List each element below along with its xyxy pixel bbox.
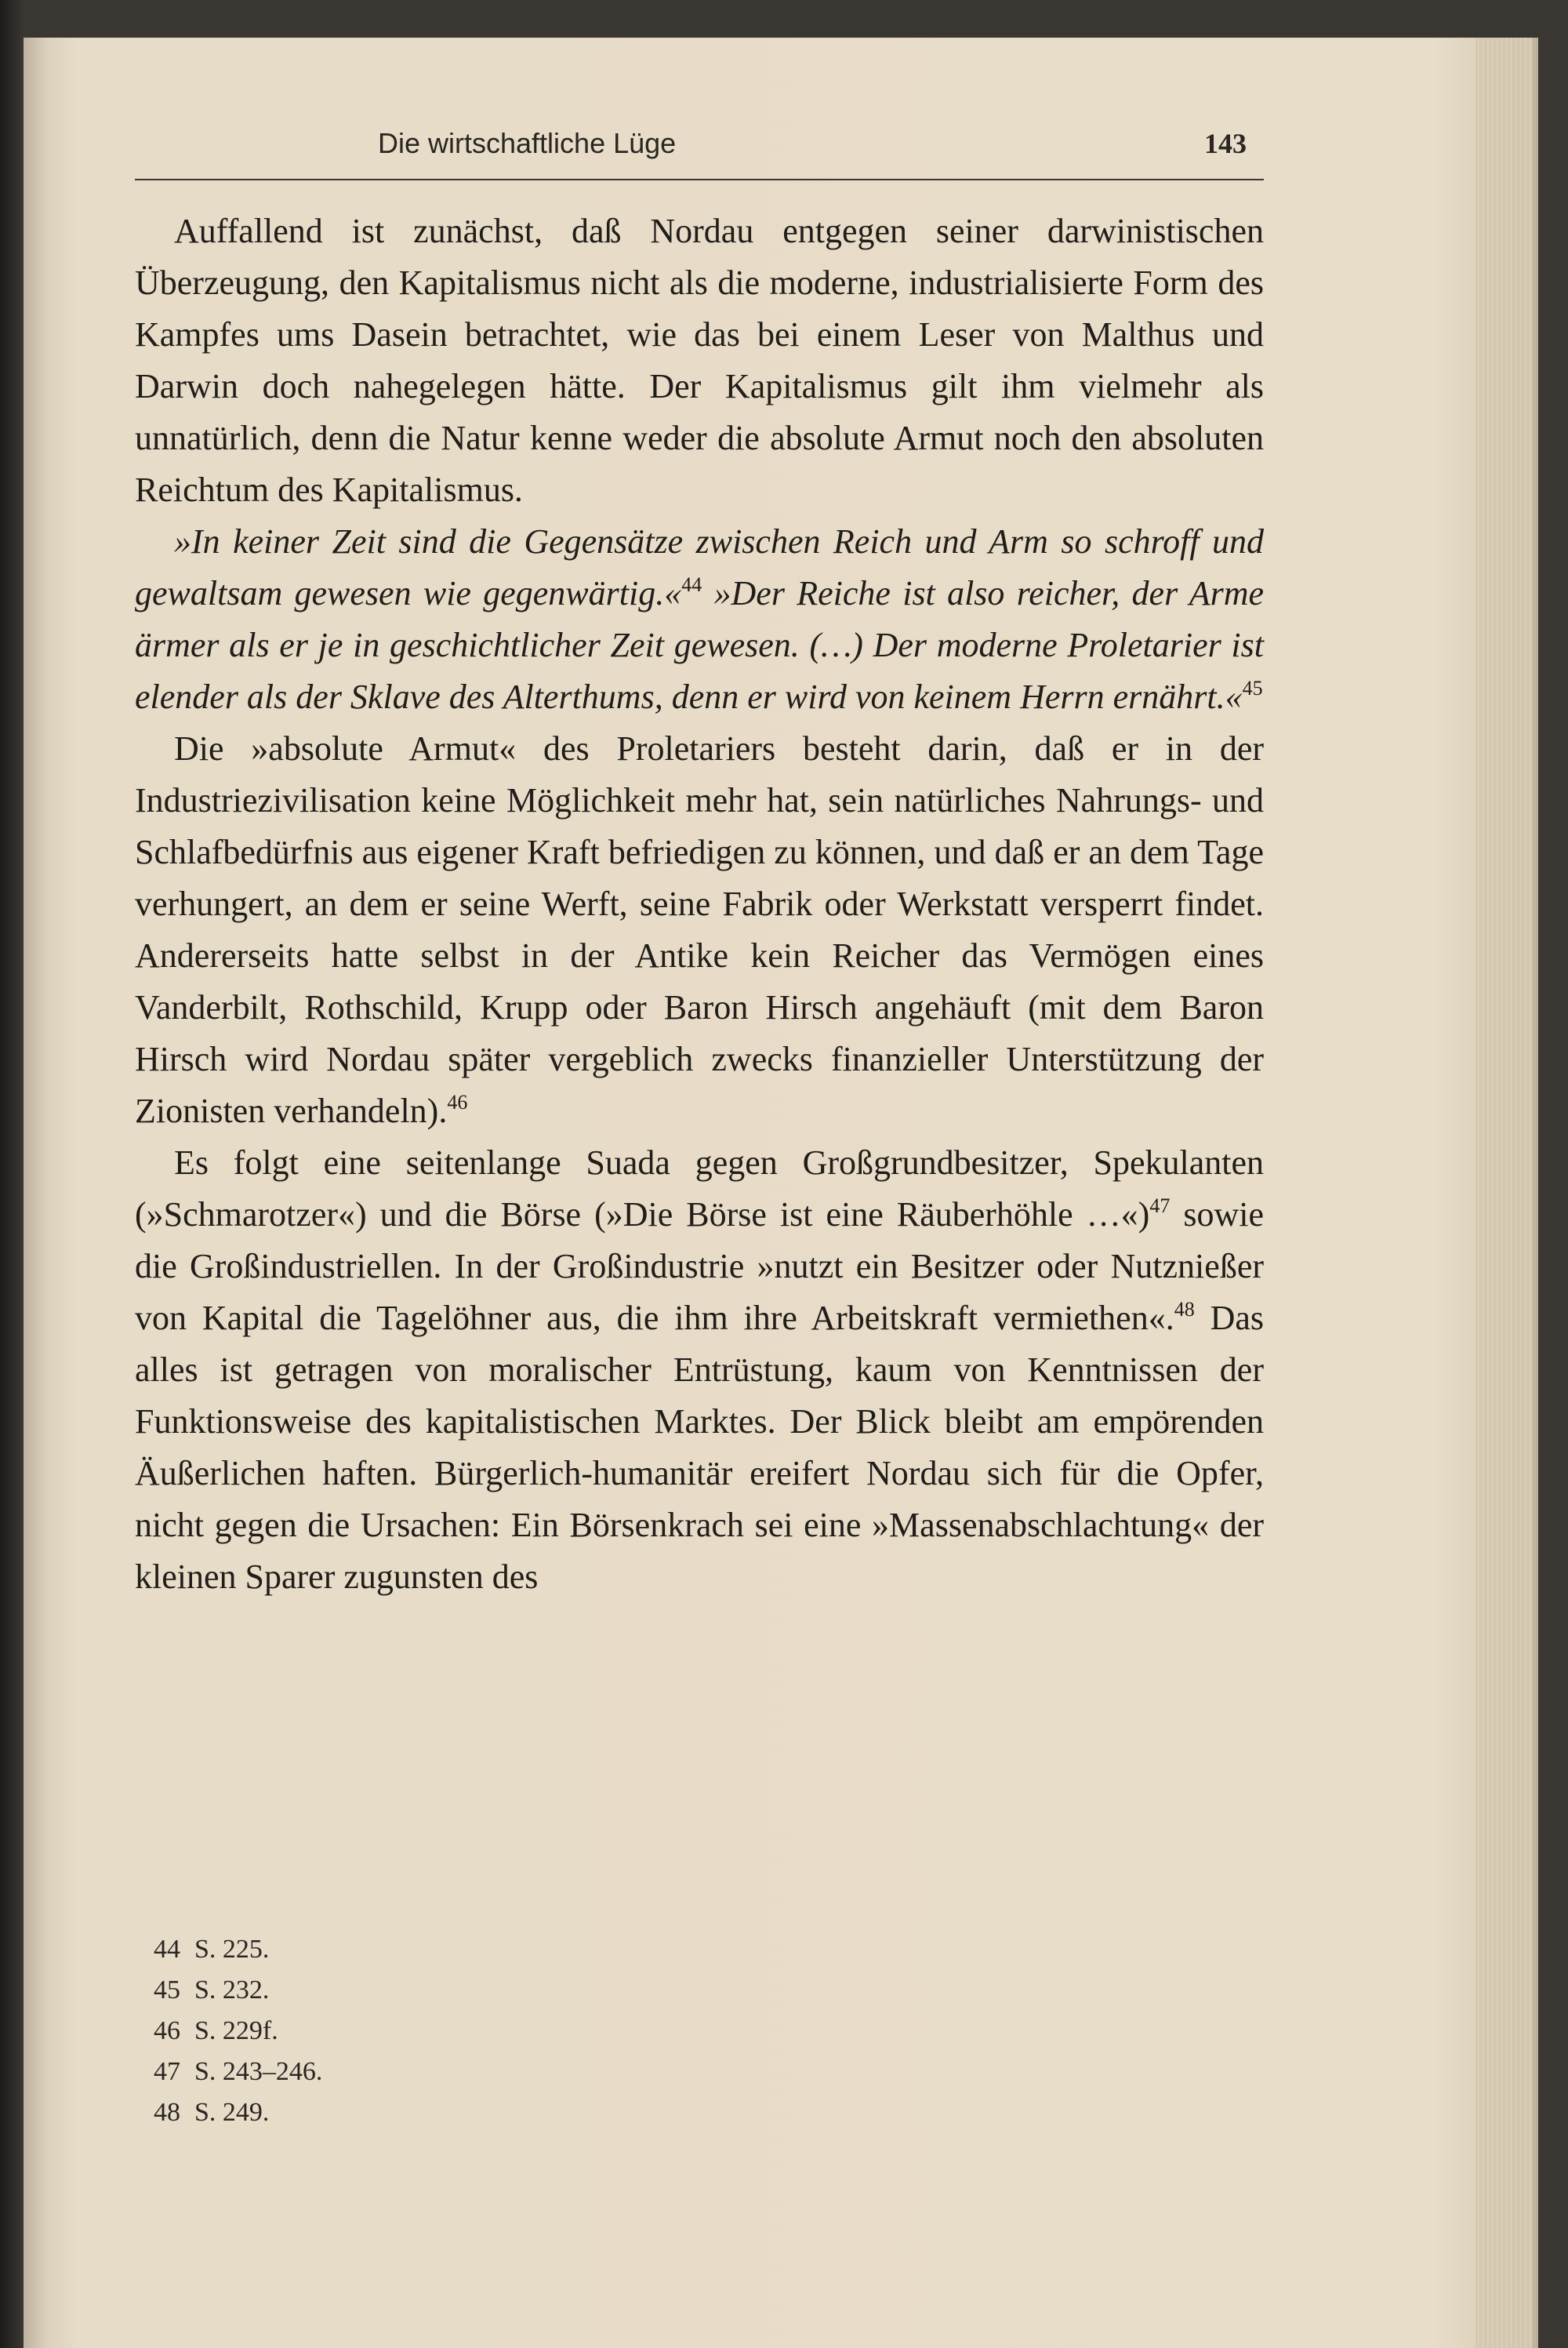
- footnote: 48 S. 249.: [154, 2098, 270, 2127]
- footnote: 44 S. 225.: [154, 1935, 270, 1964]
- running-head: Die wirtschaftliche Lüge: [378, 127, 677, 159]
- footnote-ref-46: 46: [447, 1091, 468, 1114]
- paragraph-quote: »In keiner Zeit sind die Gegensätze zwischen Reich und Arm so schroff und gewaltsam gewesen wie gegenwärtig.«$^{44}$ »Der Reiche ist also reicher, der Arme ärmer als er je in geschichtlicher Zeit gewesen. (…) Der moderne Proletarier ist elender als der Sklave des Alterthums, denn er wird von keinem Herrn ernährt.«$^{45}$: [135, 522, 1264, 716]
- paragraph-3: Die »absolute Armut« des Proletariers besteht darin, daß er in der Industriezivilisation keine Möglichkeit mehr hat, sein natürliches Nahrungs- und Schlafbedürfnis aus eigener Kraft befriedigen zu können, und daß er an dem Tage verhungert, an dem er seine Werft, seine Fabrik oder Werkstatt versperrt findet. Andererseits hatte selbst in der Antike kein Reicher das Vermögen eines Vanderbilt, Rothschild, Krupp oder Baron Hirsch angehäuft (mit dem Baron Hirsch wird Nordau später vergeblich zwecks finanzieller Unterstützung der Zionisten verhandeln).$^{46}$: [135, 729, 1264, 1130]
- page-number: 143: [1204, 128, 1247, 159]
- footnote: 45 S. 232.: [154, 1975, 270, 2005]
- footnote-ref-44: 44: [681, 573, 702, 596]
- footnote: 47 S. 243–246.: [154, 2057, 323, 2086]
- page-header: [135, 127, 1264, 174]
- page-fore-edge: [1475, 38, 1538, 2348]
- footnote-ref-45: 45: [1242, 677, 1263, 700]
- paragraph-1: Auffallend ist zunächst, daß Nordau entgegen seiner darwinistischen Überzeugung, den Kapitalismus nicht als die moderne, industrialisierte Form des Kampfes ums Dasein betrachtet, wie das bei einem Leser von Malthus und Darwin doch nahegelegen hätte. Der Kapitalismus gilt ihm vielmehr als unnatürlich, denn die Natur kenne weder die absolute Armut noch den absoluten Reichtum des Kapitalismus.: [135, 212, 1264, 509]
- footnote: 46 S. 229f.: [154, 2016, 278, 2045]
- footnote-ref-47: 47: [1149, 1194, 1171, 1217]
- paragraph-4: Es folgt eine seitenlange Suada gegen Großgrundbesitzer, Spekulanten (»Schmarotzer«) und die Börse (»Die Börse ist eine Räuberhöhle …«)$^{47}$ sowie die Großindustriellen. In der Großindustrie »nutzt ein Besitzer oder Nutznießer von Kapital die Tagelöhner aus, die ihm ihre Arbeitskraft vermiethen«.$^{48}$ Das alles ist getragen von moralischer Entrüstung, kaum von Kenntnissen der Funktionsweise des kapitalistischen Marktes. Der Blick bleibt am empörenden Äußerlichen haften. Bürgerlich-humanitär ereifert Nordau sich für die Opfer, nicht gegen die Ursachen: Ein Börsenkrach sei eine »Massenabschlachtung« der kleinen Sparer zugunsten des: [135, 1143, 1264, 1596]
- header-rule: [135, 179, 1264, 180]
- footnotes: [154, 1929, 859, 2133]
- gutter-shadow: [0, 0, 24, 2348]
- footnote-ref-48: 48: [1174, 1298, 1195, 1321]
- body-text: [135, 205, 1264, 1603]
